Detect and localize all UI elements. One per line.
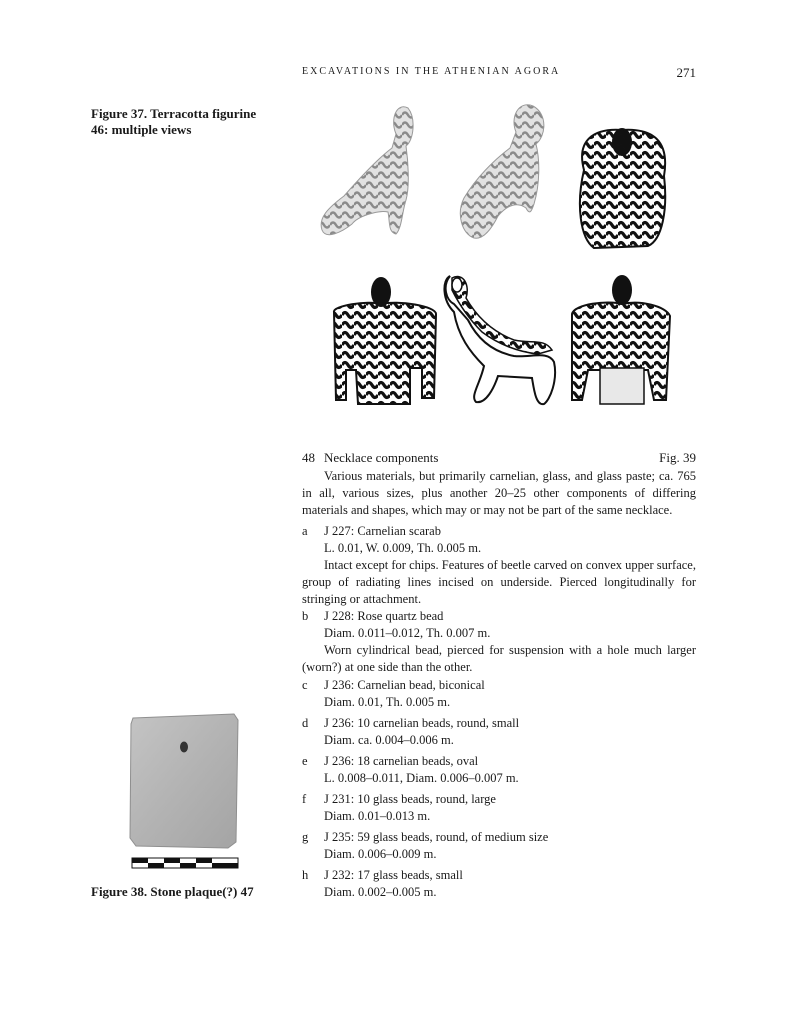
item-dimensions: Diam. 0.01, Th. 0.005 m. <box>324 695 451 709</box>
catalog-item-d <box>302 715 696 749</box>
catalog-item-a <box>302 523 696 608</box>
scale-bar <box>132 858 238 868</box>
item-letter: h <box>302 868 309 882</box>
item-title: J 231: 10 glass beads, round, large <box>324 792 496 806</box>
figure-38-image <box>128 712 242 874</box>
catalog-item-b <box>302 608 696 676</box>
item-letter: g <box>302 830 309 844</box>
item-dimensions: Diam. 0.006–0.009 m. <box>324 847 437 861</box>
running-title: EXCAVATIONS IN THE ATHENIAN AGORA <box>302 66 561 77</box>
page-number: 271 <box>676 65 696 80</box>
item-letter: c <box>302 678 308 692</box>
item-letter: b <box>302 609 309 623</box>
item-dimensions: L. 0.008–0.011, Diam. 0.006–0.007 m. <box>324 771 519 785</box>
item-title: J 236: 18 carnelian beads, oval <box>324 754 479 768</box>
figurine-photo-1 <box>321 107 413 235</box>
running-head <box>302 66 696 82</box>
figurine-drawing-threequarter <box>572 275 670 404</box>
catalog-item-h <box>302 867 696 901</box>
entry-intro: Various materials, but primarily carnelian, glass, and glass paste; ca. 765 in all, various sizes, plus another 20–25 other components of differing materials and shapes, which may or may not be part of the same necklace. <box>302 469 696 517</box>
catalog-item-g <box>302 829 696 863</box>
item-description: Worn cylindrical bead, pierced for suspension with a hole much larger (worn?) at one side than the other. <box>302 643 696 674</box>
item-letter: f <box>302 792 307 806</box>
figure-37-caption: Figure 37. Terracotta figurine 46: multiple views <box>91 106 257 137</box>
item-dimensions: Diam. 0.002–0.005 m. <box>324 885 437 899</box>
item-dimensions: Diam. 0.01–0.013 m. <box>324 809 431 823</box>
entry-number: 48 <box>302 450 315 465</box>
figurine-drawing-side <box>444 276 555 404</box>
item-title: J 232: 17 glass beads, small <box>324 868 463 882</box>
item-dimensions: L. 0.01, W. 0.009, Th. 0.005 m. <box>324 541 482 555</box>
figure-37-image <box>318 100 698 415</box>
entry-figure-reference: Fig. 39 <box>659 450 696 465</box>
figurine-drawing-back <box>580 128 665 248</box>
item-letter: d <box>302 716 309 730</box>
figure-38-caption: Figure 38. Stone plaque(?) 47 <box>91 884 254 899</box>
catalog-item-e <box>302 753 696 787</box>
stone-plaque <box>130 714 238 848</box>
item-letter: a <box>302 524 308 538</box>
item-title: J 227: Carnelian scarab <box>324 524 441 538</box>
item-title: J 236: Carnelian bead, biconical <box>324 678 485 692</box>
plaque-hole <box>180 742 188 753</box>
item-title: J 228: Rose quartz bead <box>324 609 444 623</box>
catalog-item-c <box>302 677 696 711</box>
item-dimensions: Diam. 0.011–0.012, Th. 0.007 m. <box>324 626 491 640</box>
entry-title: Necklace components <box>324 450 439 465</box>
item-title: J 235: 59 glass beads, round, of medium size <box>324 830 549 844</box>
figurine-drawing-front <box>334 277 436 404</box>
catalog-item-f <box>302 791 696 825</box>
item-dimensions: Diam. ca. 0.004–0.006 m. <box>324 733 454 747</box>
figurine-photo-2 <box>460 105 544 238</box>
item-title: J 236: 10 carnelian beads, round, small <box>324 716 520 730</box>
item-letter: e <box>302 754 308 768</box>
item-description: Intact except for chips. Features of beetle carved on convex upper surface, group of radiating lines incised on underside. Pierced longitudinally for stringing or attachment. <box>302 558 696 606</box>
